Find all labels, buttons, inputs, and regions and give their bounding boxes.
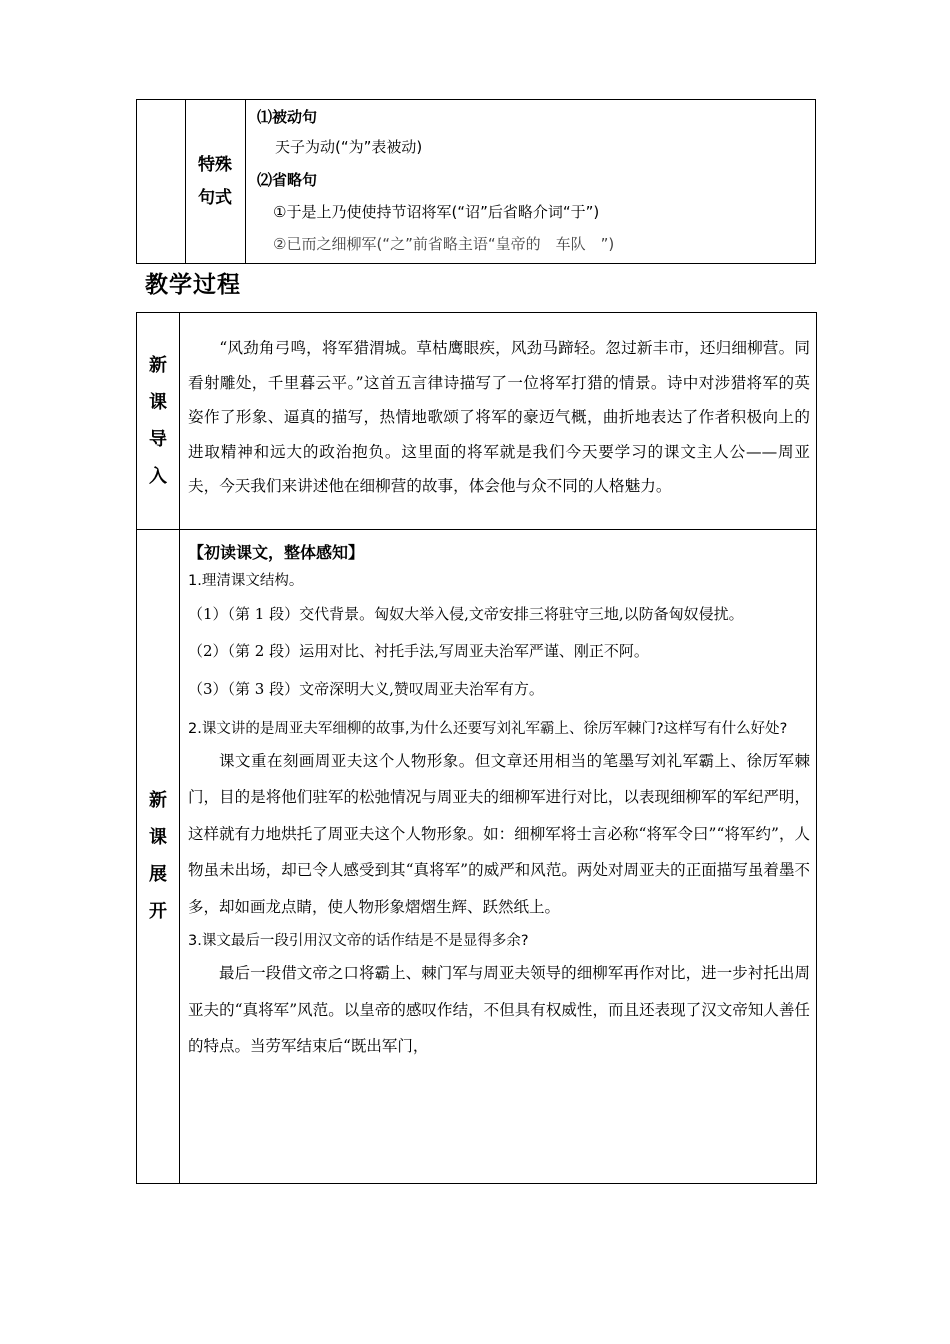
special-sentence-label-cell [185, 100, 246, 263]
question-3: 3.课文最后一段引用汉文帝的话作结是不是显得多余? [188, 933, 529, 949]
special-sentence-label: 特殊句式 [197, 154, 232, 208]
omission-example-2: ②已而之细柳军(“之”前省略主语“皇帝的 车队 ”) [273, 235, 615, 253]
development-label-cell [137, 529, 179, 1183]
teaching-process-table [136, 312, 817, 1184]
section-heading: 教学过程 [145, 272, 241, 298]
structure-point-1: （1）（第 1 段）交代背景。匈奴大举入侵,文帝安排三将驻守三地,以防备匈奴侵扰。 [188, 605, 744, 623]
passive-example: 天子为动(“为”表被动) [275, 138, 423, 156]
passive-title: ⑴被动句 [257, 108, 318, 126]
development-subtitle: 【初读课文，整体感知】 [188, 543, 365, 562]
question-1: 1.理清课文结构。 [188, 573, 304, 589]
development-content [188, 539, 810, 1067]
intro-label-cell [137, 313, 179, 529]
structure-point-3: （3）（第 3 段）文帝深明大义,赞叹周亚夫治军有方。 [188, 680, 544, 698]
answer-2: 课文重在刻画周亚夫这个人物形象。但文章还用相当的笔墨写刘礼军霸上、徐厉军棘门，目的是将他们驻军的松弛情况与周亚夫的细柳军进行对比，以表现细柳军的军纪严明，这样就有力地烘托了周亚夫这个人物形象。如：细柳军将士言必称“将军令曰”“将军约”，人物虽未出场，却已令人感受到其“真将军”的威严和风范。两处对周亚夫的正面描写虽着墨不多，却如画龙点睛，使人物形象熠熠生辉、跃然纸上。 [188, 751, 810, 916]
intro-label: 新课导入 [149, 355, 167, 487]
row-divider [137, 529, 816, 530]
development-label: 新课展开 [149, 790, 167, 922]
question-2: 2.课文讲的是周亚夫军细柳的故事,为什么还要写刘礼军霸上、徐厉军棘门?这样写有什么好处? [188, 720, 788, 737]
special-sentence-table [136, 99, 816, 264]
intro-text: “风劲角弓鸣，将军猎渭城。草枯鹰眼疾，风劲马蹄轻。忽过新丰市，还归细柳营。同看射雕处，千里暮云平。”这首五言律诗描写了一位将军打猎的情景。诗中对涉猎将军的英姿作了形象、逼真的描写，热情地歌颂了将军的豪迈气概，曲折地表达了作者积极向上的进取精神和远大的政治抱负。这里面的将军就是我们今天要学习的课文主人公——周亚夫，今天我们来讲述他在细柳营的故事，体会他与众不同的人格魅力。 [188, 339, 810, 495]
structure-point-2: （2）（第 2 段）运用对比、衬托手法,写周亚夫治军严谨、刚正不阿。 [188, 641, 649, 660]
column-divider [179, 313, 180, 1183]
empty-cell [137, 100, 186, 263]
special-sentence-content [245, 100, 815, 263]
omission-example-1: ①于是上乃使使持节诏将军(“诏”后省略介词“于”) [273, 203, 600, 221]
omission-title: ⑵省略句 [257, 171, 318, 189]
answer-3: 最后一段借文帝之口将霸上、棘门军与周亚夫领导的细柳军再作对比，进一步衬托出周亚夫的“真将军”风范。以皇帝的感叹作结，不但具有权威性，而且还表现了汉文帝知人善任的特点。当劳军结束后“既出军门， [188, 964, 810, 1055]
